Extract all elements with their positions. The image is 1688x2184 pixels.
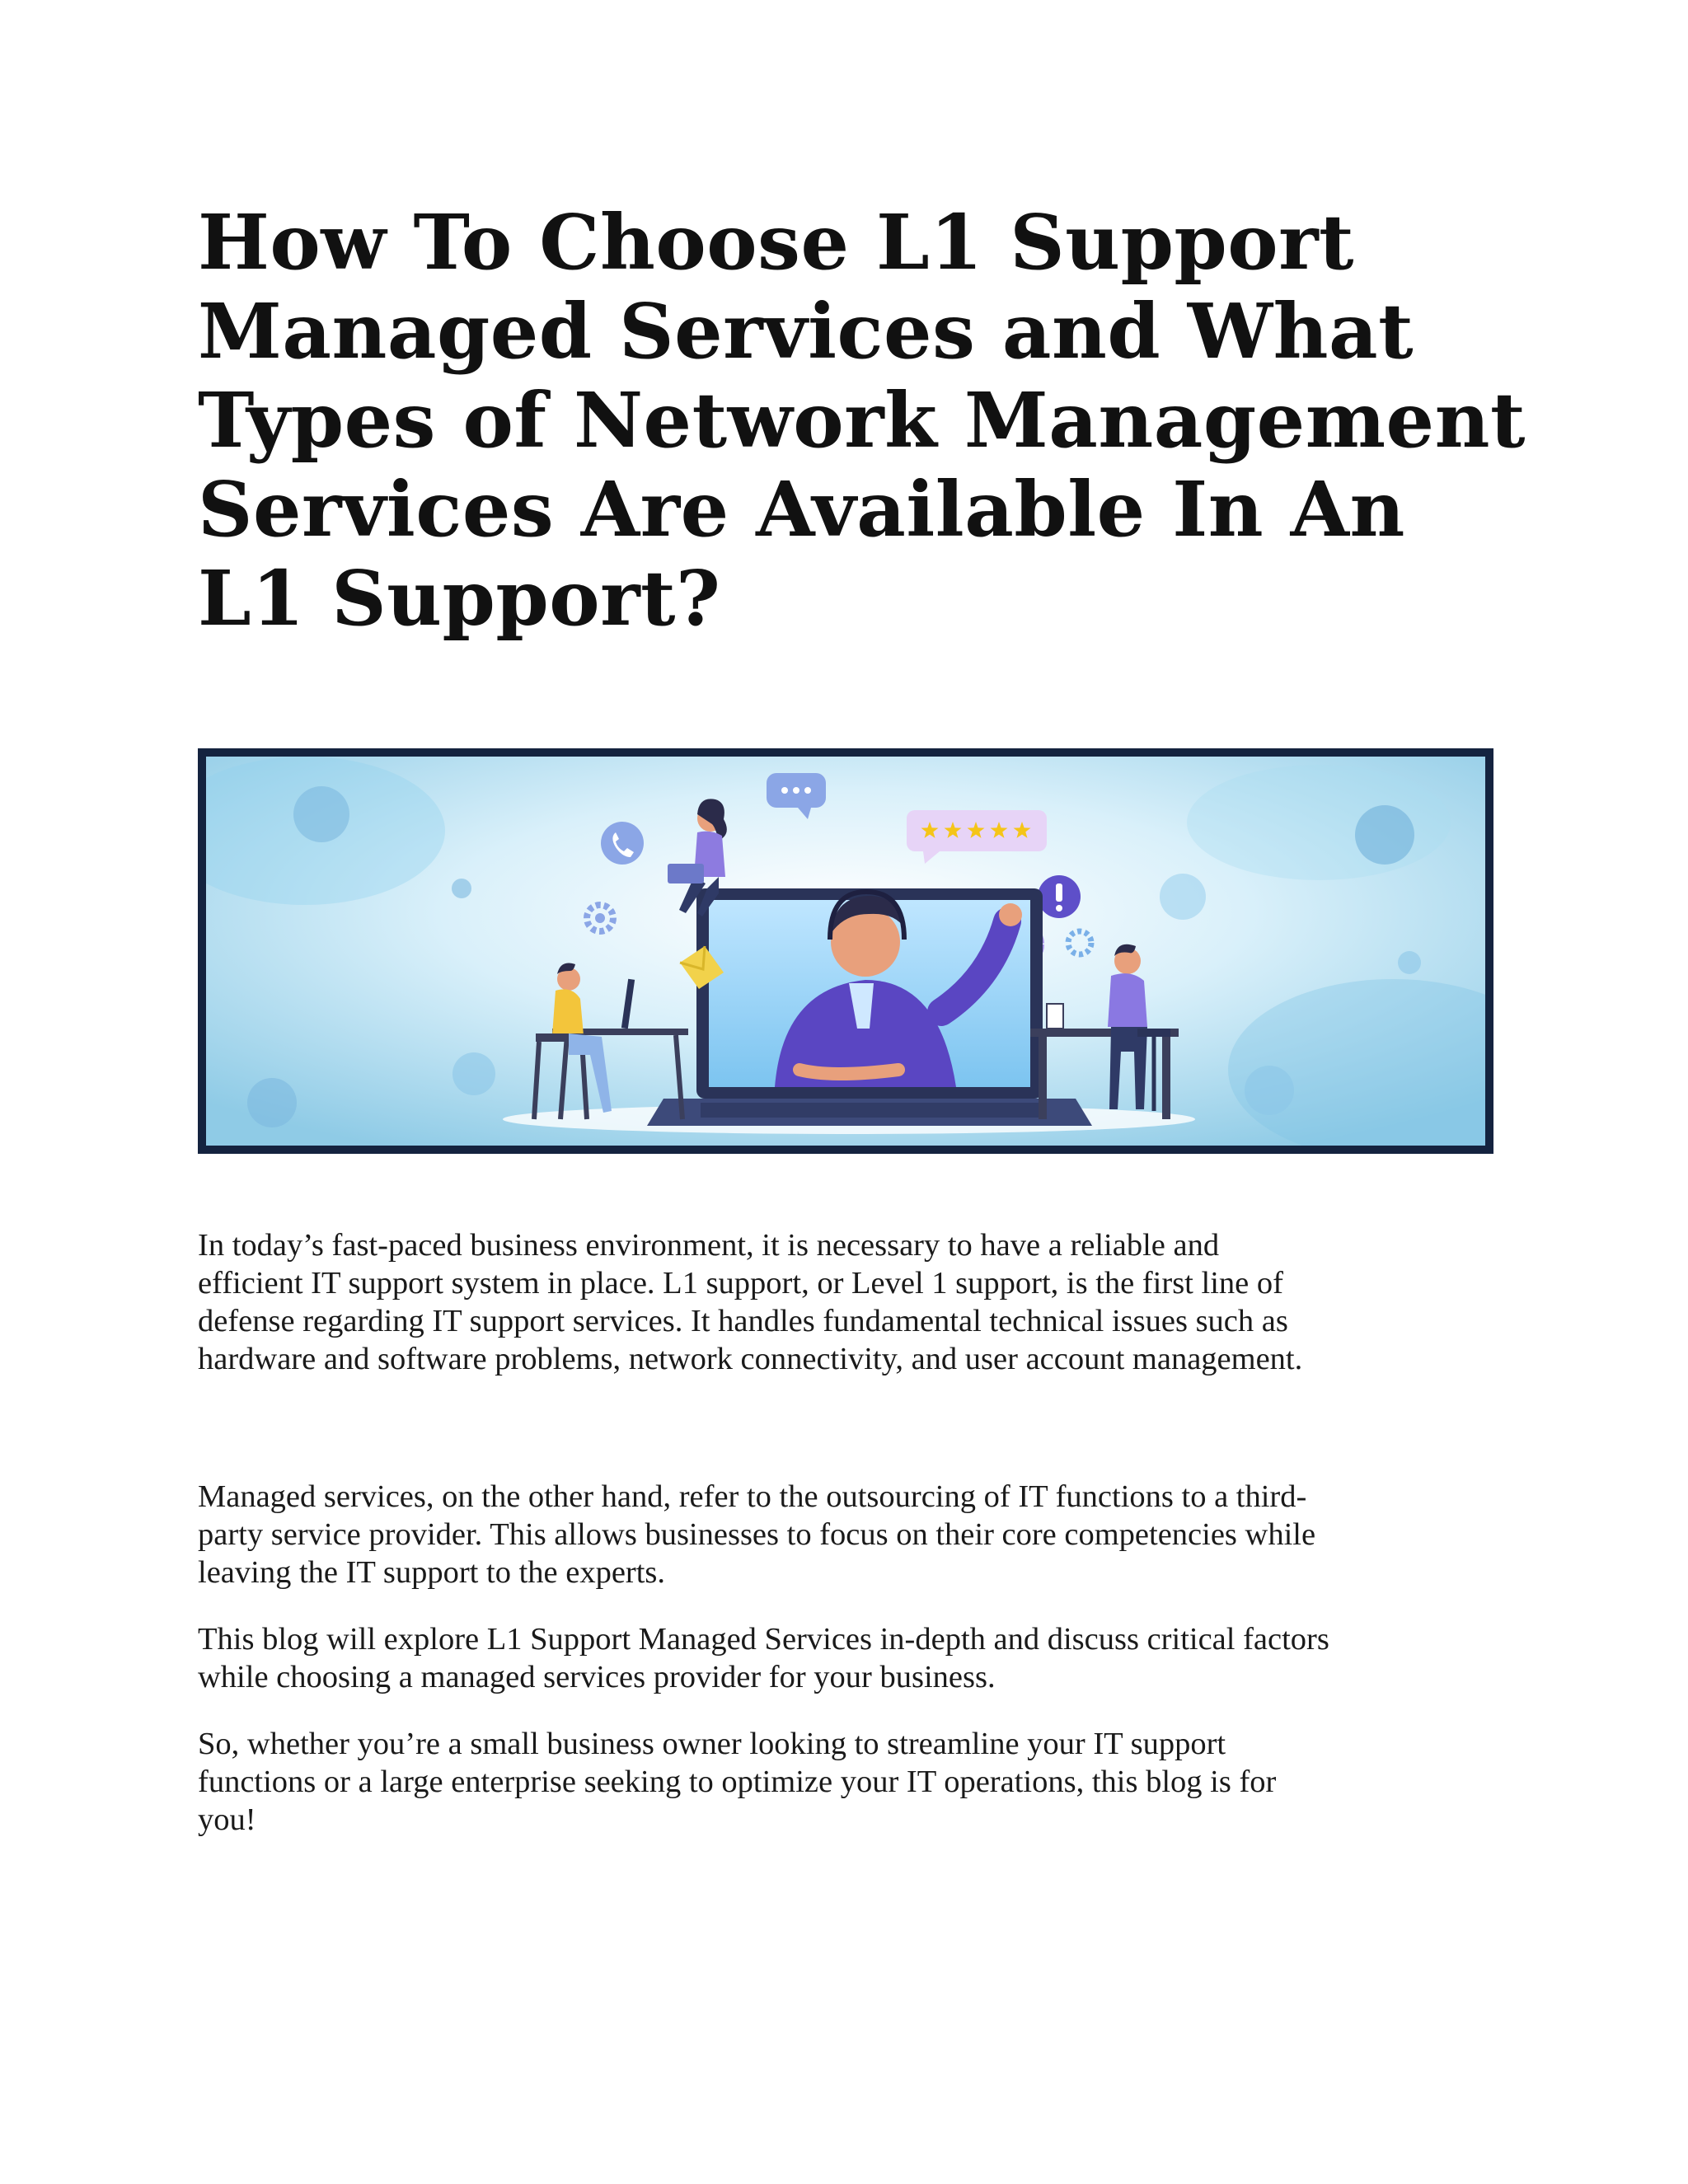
phone-icon — [601, 822, 644, 865]
title-line: Services Are Available In An — [198, 465, 1405, 554]
decor-circle — [293, 786, 349, 842]
paragraph-line: hardware and software problems, network connectivity, and user account management. — [198, 1342, 1303, 1376]
paragraph-line: This blog will explore L1 Support Managed Services in-depth and discuss critical factors — [198, 1622, 1329, 1657]
paragraph-line: while choosing a managed services provider for your business. — [198, 1660, 996, 1694]
paragraph-line: party service provider. This allows businesses to focus on their core competencies while — [198, 1517, 1316, 1552]
paragraph-line: leaving the IT support to the experts. — [198, 1555, 666, 1590]
alert-icon — [1038, 875, 1081, 918]
paragraph-line: defense regarding IT support services. It handles fundamental technical issues such as — [198, 1304, 1288, 1338]
title-line: L1 Support? — [198, 554, 721, 643]
blog-scope-paragraph — [198, 1620, 1329, 1696]
paragraph-line: you! — [198, 1802, 256, 1837]
article-title — [198, 198, 1533, 643]
paragraph-line: Managed services, on the other hand, refer to the outsourcing of IT functions to a third- — [198, 1479, 1307, 1514]
paragraph-line: In today’s fast-paced business environment, it is necessary to have a reliable and — [198, 1228, 1220, 1263]
audience-paragraph — [198, 1725, 1276, 1839]
title-line: Managed Services and What — [198, 287, 1414, 376]
paragraph-line: functions or a large enterprise seeking to optimize your IT operations, this blog is for — [198, 1765, 1277, 1799]
it-support-illustration — [206, 757, 1485, 1146]
managed-services-paragraph — [198, 1478, 1315, 1591]
hero-illustration — [198, 748, 1493, 1154]
intro-paragraph — [198, 1226, 1302, 1378]
paragraph-line: efficient IT support system in place. L1 support, or Level 1 support, is the first line of — [198, 1266, 1283, 1301]
title-line: How To Choose L1 Support — [198, 198, 1355, 287]
paragraph-line: So, whether you’re a small business owner looking to streamline your IT support — [198, 1727, 1226, 1761]
title-line: Types of Network Management — [198, 376, 1526, 465]
